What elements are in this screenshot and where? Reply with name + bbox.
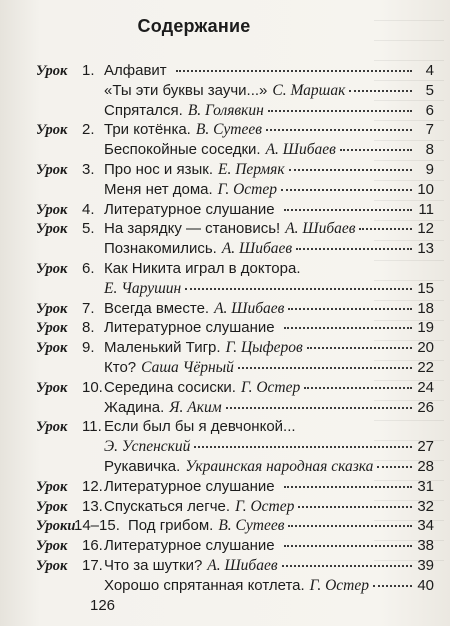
lesson-number: 11. [82,418,102,436]
toc-entry [104,238,434,260]
leader-dots [298,505,412,508]
leader-dots [349,89,412,92]
entry-author: Г. Цыферов [225,339,303,357]
lesson-number: 14–15. [74,517,120,535]
toc-entry [104,139,434,161]
lesson-label: Урок [36,320,68,337]
toc-row [0,139,450,161]
entry-title: Про нос и язык. [104,161,213,178]
entry-title: Всегда вместе. [104,299,210,317]
lesson-number: 5. [82,220,95,238]
entry-page-number: 34 [417,517,434,535]
entry-page-number: 32 [417,497,434,515]
toc-row [0,278,450,300]
lesson-label: Урок [36,478,68,495]
toc-row [0,337,450,359]
entry-title: Меня нет дома. [104,180,213,198]
toc-entry [104,317,434,339]
leader-dots [284,208,412,211]
toc-entry [104,337,434,359]
entry-author: Саша Чёрный [141,359,234,376]
toc-row [0,80,450,102]
entry-author: Г. Остер [235,497,295,515]
toc-entry [104,100,434,122]
lesson-number: 7. [82,299,95,317]
entry-page-number: 10 [417,180,434,198]
entry-page-number: 7 [425,121,434,139]
leader-dots [282,564,412,567]
toc-entry [104,535,434,557]
entry-author: Г. Остер [309,576,369,594]
toc-entry [104,199,434,221]
entry-title: Что за шутки? [104,557,203,574]
entry-title: Середина сосиски. [104,378,236,396]
entry-page-number: 24 [417,378,434,396]
leader-dots [266,128,412,131]
entry-page-number: 27 [417,438,434,456]
lesson-label: Уроки [36,518,76,535]
toc-row [0,397,450,419]
toc-entry [104,456,434,478]
entry-author: Г. Остер [240,378,301,396]
entry-title: Литературное слушание [104,477,275,495]
entry-page-number: 15 [417,279,434,297]
entry-page-number: 31 [417,477,434,495]
entry-title: Хорошо спрятанная котлета. [104,576,305,594]
toc-entry [104,357,434,379]
leader-dots [268,109,412,112]
entry-author: В. Сутеев [195,121,262,139]
lesson-label: Урок [36,340,68,357]
leader-dots [377,465,412,468]
lesson-number: 2. [82,121,95,139]
toc-row [0,416,450,438]
leader-dots [288,307,412,310]
lesson-label: Урок [36,201,68,218]
entry-author: Г. Остер [217,180,277,198]
entry-title: Если был бы я девчонкой... [104,418,296,436]
toc-entry [104,436,434,458]
leader-dots [304,386,412,389]
entry-page-number: 12 [417,220,434,238]
entry-author: Украинская народная сказка [185,458,374,475]
entry-page-number: 18 [417,299,434,317]
entry-page-number: 19 [417,319,434,337]
toc-row [0,238,450,260]
lesson-number: 4. [82,200,95,218]
lesson-number: 1. [82,62,95,79]
entry-page-number: 40 [417,576,434,594]
lesson-label: Урок [36,261,68,277]
entry-title: Как Никита играл в доктора. [104,260,301,277]
entry-author: А. Шибаев [285,220,356,238]
entry-title: Алфавит [104,62,167,79]
toc-row [0,298,450,320]
lesson-number: 12. [82,477,103,495]
leader-dots [281,188,412,191]
entry-author: Е. Чарушин [104,279,182,297]
lesson-label: Урок [36,300,68,317]
toc-entry [104,159,434,181]
entry-page-number: 38 [417,537,434,555]
toc-entry [104,555,434,577]
page-title: Содержание [137,16,251,36]
leader-dots [284,485,412,488]
entry-title: Рукавичка. [104,458,181,475]
leader-dots [296,247,412,250]
toc-row [0,535,450,557]
toc-entry [104,298,434,320]
toc-row [0,377,450,399]
entry-title: Кто? [104,359,137,376]
entry-title: Беспокойные соседки. [104,141,261,159]
entry-title: Спрятался. [104,101,183,119]
lesson-number: 13. [82,497,103,515]
entry-title: Три котёнка. [104,121,191,139]
toc-entry [104,377,434,399]
entry-title: Спускаться легче. [104,497,231,515]
entry-author: Я. Аким [169,398,222,416]
entry-page-number: 9 [425,161,434,178]
toc-entry [104,397,434,419]
entry-title: «Ты эти буквы заучи...» [104,81,268,99]
toc-row [0,357,450,379]
toc-entry [104,258,434,280]
lesson-label: Урок [36,221,68,238]
entry-page-number: 28 [417,458,434,475]
entry-title: Литературное слушание [104,319,275,337]
entry-title: Познакомились. [104,240,217,258]
leader-dots [284,326,412,329]
lesson-label: Урок [36,558,68,574]
lesson-number: 3. [82,161,95,178]
lesson-number: 10. [82,378,103,396]
entry-title: Литературное слушание [104,537,275,555]
toc-row [0,456,450,478]
entry-author: Э. Успенский [104,438,191,456]
entry-author: А. Шибаев [207,557,278,574]
toc-entry [104,278,434,300]
entry-title: Под грибом. [128,517,214,535]
entry-page-number: 13 [417,240,434,258]
leader-dots [284,544,412,547]
entry-author: В. Сутеев [218,517,285,535]
lesson-number: 8. [82,319,95,337]
toc-row [0,317,450,339]
entry-author: А. Шибаев [265,141,336,159]
entry-page-number: 6 [425,101,434,119]
lesson-label: Урок [36,498,68,515]
entry-page-number: 8 [425,141,434,159]
toc-entry [104,80,434,102]
toc-entry [104,119,434,141]
toc-row [0,179,450,201]
entry-author: Е. Пермяк [217,161,285,178]
toc-entry [104,476,434,498]
toc-row [0,199,450,221]
toc-row [0,476,450,498]
entry-author: В. Голявкин [187,101,264,119]
toc-entry [104,416,434,438]
toc-row [0,575,450,597]
toc-row [0,436,450,458]
toc-row [0,515,450,537]
entry-page-number: 39 [417,557,434,574]
leader-dots [226,406,412,409]
entry-title: Жадина. [104,398,165,416]
entry-author: А. Шибаев [214,299,285,317]
lesson-label: Урок [36,419,68,436]
page-number: 126 [90,597,116,614]
toc-entry [104,218,434,240]
entry-page-number: 22 [417,359,434,376]
toc-row [0,218,450,240]
lesson-number: 17. [82,557,103,574]
entry-title: На зарядку — становись! [104,220,281,238]
toc-entry [128,515,434,537]
entry-page-number: 11 [418,200,434,218]
toc-entry [104,60,434,82]
entry-page-number: 26 [417,398,434,416]
lesson-label: Урок [36,538,68,555]
lesson-label: Урок [36,63,68,79]
entry-page-number: 20 [417,339,434,357]
entry-author: А. Шибаев [221,240,293,258]
toc-row [0,496,450,518]
lesson-number: 16. [82,537,103,555]
entry-page-number: 5 [425,81,434,99]
leader-dots [288,524,412,527]
leader-dots [373,584,412,587]
entry-title: Маленький Тигр. [104,339,221,357]
entry-title: Литературное слушание [104,200,275,218]
toc-row [0,119,450,141]
lesson-label: Урок [36,379,68,396]
leader-dots [359,227,412,230]
lesson-number: 6. [82,260,95,277]
leader-dots [185,287,412,290]
toc-row [0,555,450,577]
entry-author: С. Маршак [272,81,346,99]
leader-dots [238,366,412,369]
leader-dots [307,346,412,349]
leader-dots [176,69,412,72]
toc-entry [104,575,434,597]
toc-row [0,159,450,181]
toc-row [0,258,450,280]
toc-row [0,60,450,82]
lesson-label: Урок [36,122,68,139]
toc-entry [104,179,434,201]
lesson-label: Урок [36,162,68,178]
lesson-number: 9. [82,339,95,357]
toc-entry [104,496,434,518]
leader-dots [340,148,412,151]
entry-page-number: 4 [425,62,434,79]
toc-row [0,100,450,122]
leader-dots [289,168,412,171]
leader-dots [194,445,412,448]
